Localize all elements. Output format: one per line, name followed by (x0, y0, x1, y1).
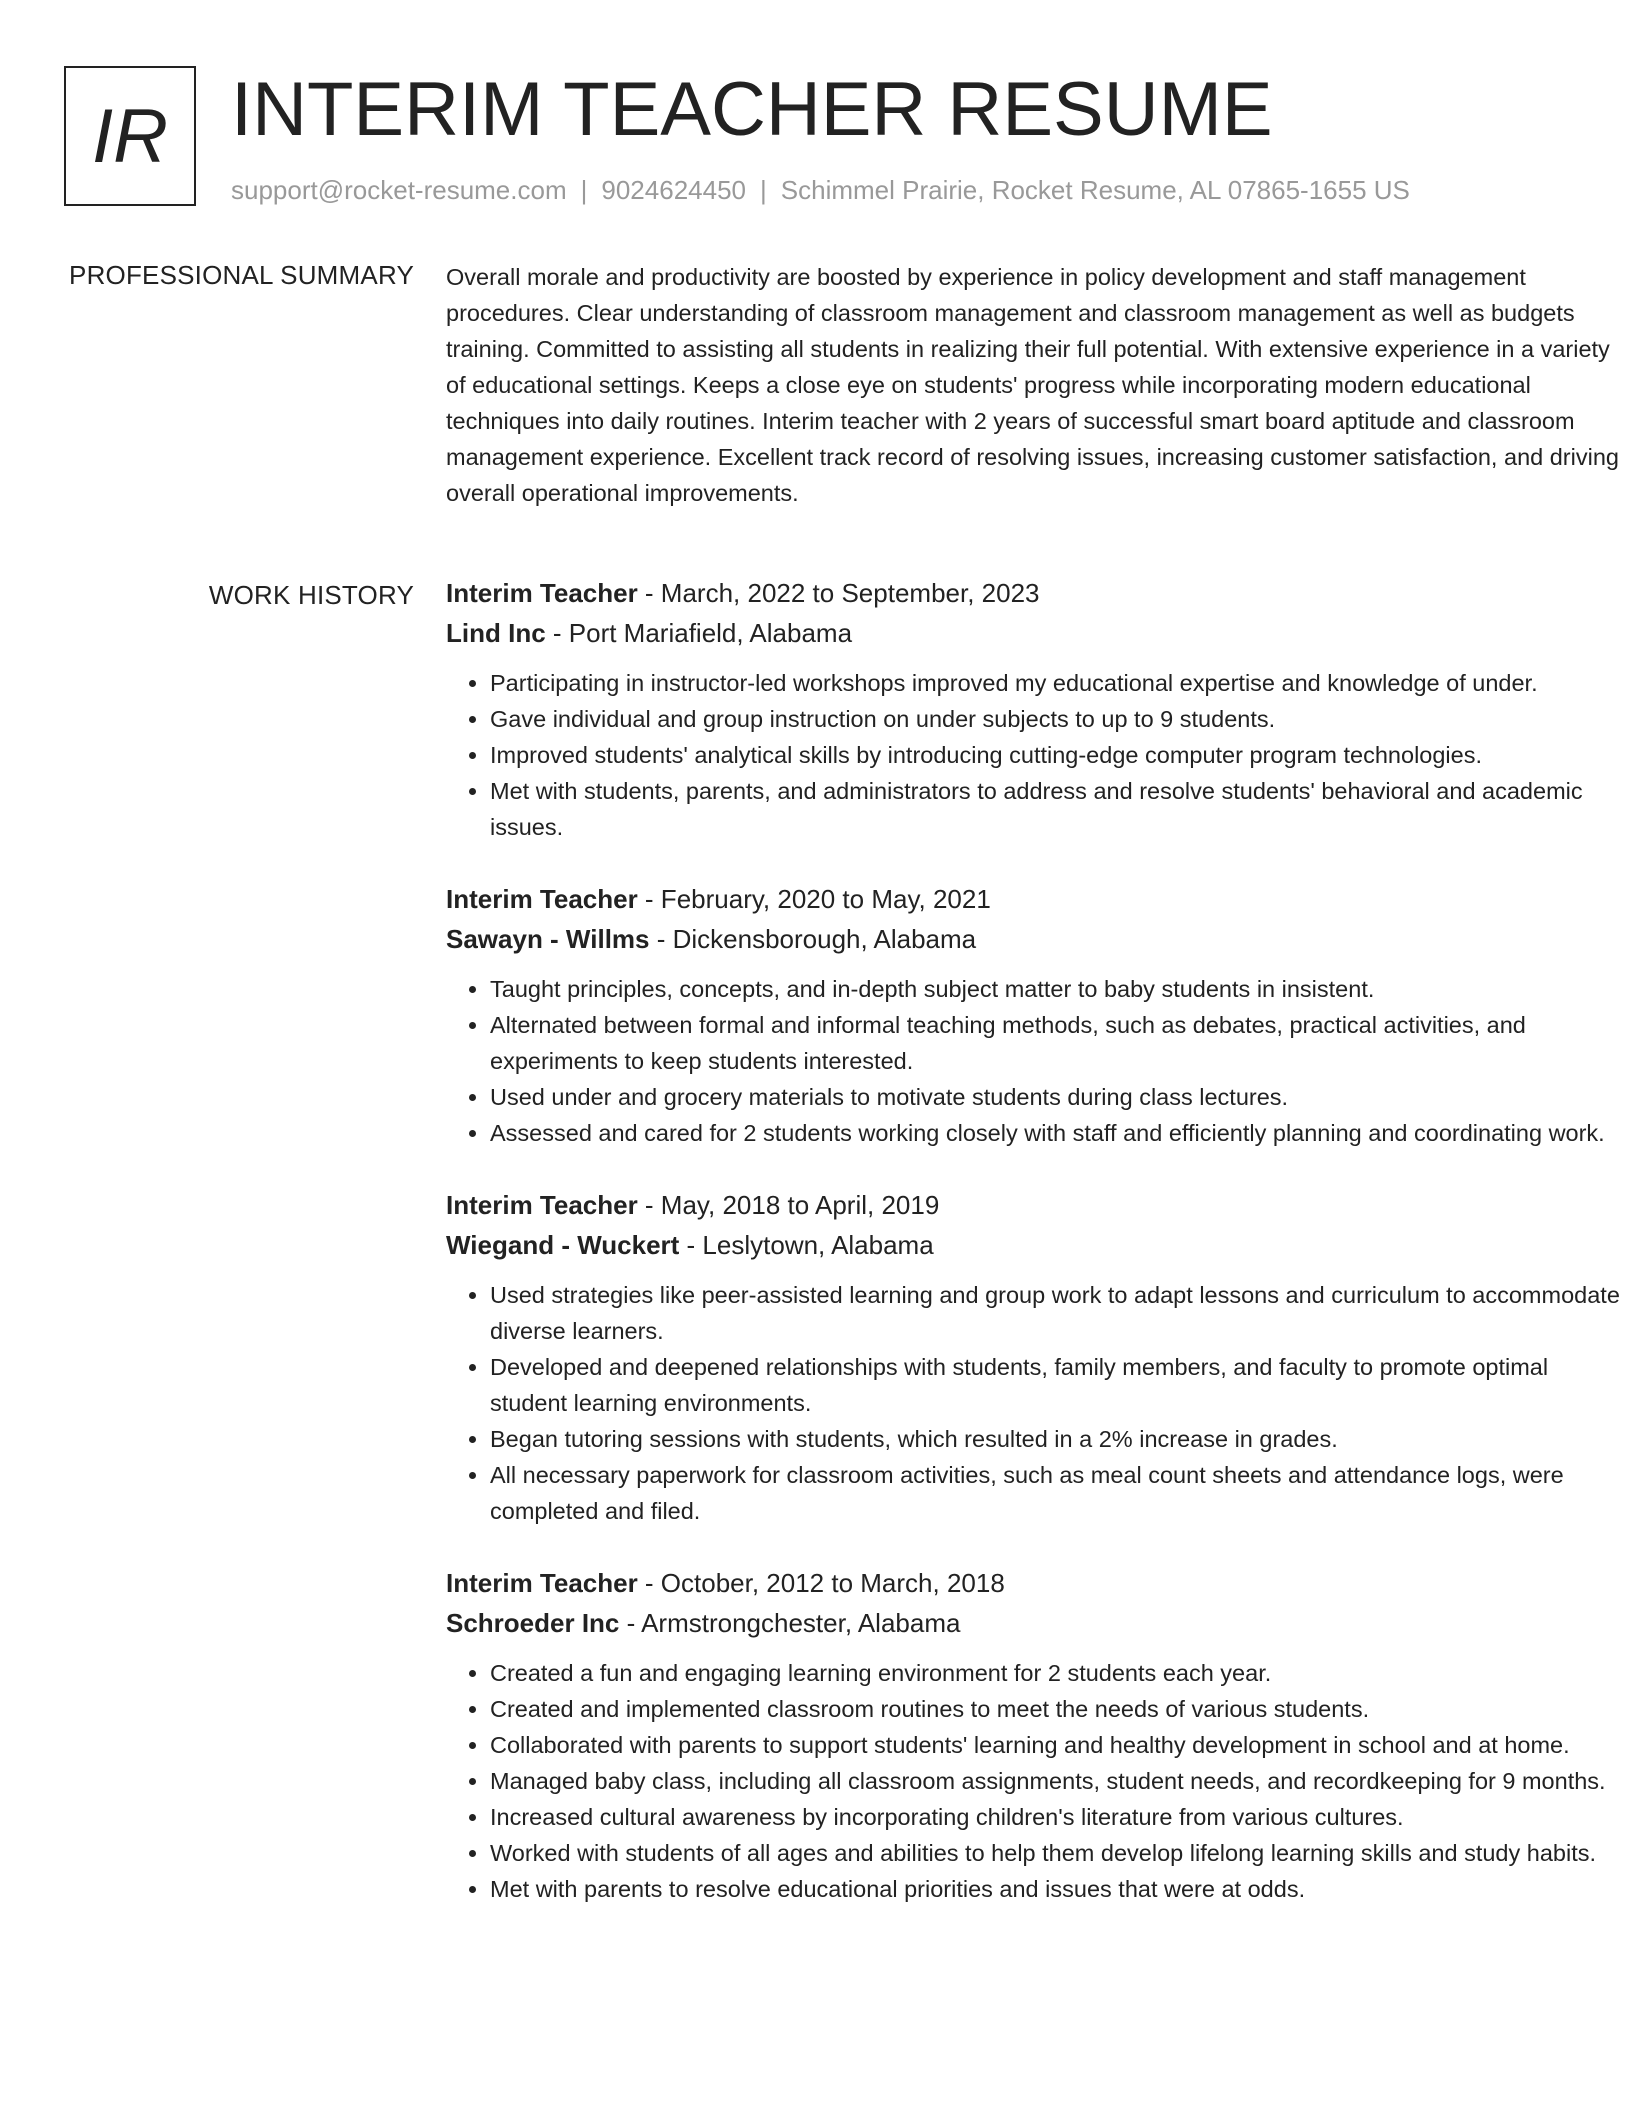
job-bullet: • Began tutoring sessions with students, which resulted in a 2% increase in grades. (490, 1421, 1626, 1457)
job-bullet: • Used under and grocery materials to motivate students during class lectures. (490, 1079, 1626, 1115)
job-bullet: • Worked with students of all ages and abilities to help them develop lifelong learning skills and study habits. (490, 1835, 1626, 1871)
job-title: Interim Teacher (446, 1568, 638, 1598)
contact-separator: | (760, 175, 767, 205)
resume-header (64, 64, 1568, 214)
job-title-line (446, 879, 1626, 919)
job-entry (446, 879, 1626, 1151)
job-location: - Armstrongchester, Alabama (619, 1608, 961, 1638)
job-bullet: • Created a fun and engaging learning environment for 2 students each year. (490, 1655, 1626, 1691)
job-bullet: • Managed baby class, including all classroom assignments, student needs, and recordkeeping for 9 months. (490, 1763, 1626, 1799)
job-bullet: • Increased cultural awareness by incorporating children's literature from various cultures. (490, 1799, 1626, 1835)
job-company-line (446, 1603, 1626, 1643)
job-entry (446, 1563, 1626, 1907)
job-bullet: • All necessary paperwork for classroom activities, such as meal count sheets and attendance logs, were completed and filed. (490, 1457, 1626, 1529)
summary-text: Overall morale and productivity are boosted by experience in policy development and staff management procedures. Clear understanding of classroom management and classroom management as well as budgets training. Committed to assisting all students in realizing their full potential. With extensive experience in a variety of educational settings. Keeps a close eye on students' progress while incorporating modern educational techniques into daily routines. Interim teacher with 2 years of successful smart board aptitude and classroom management experience. Excellent track record of resolving issues, increasing customer satisfaction, and driving overall operational improvements. (446, 264, 1619, 506)
monogram-badge: IR (64, 66, 196, 206)
job-company-line (446, 919, 1626, 959)
job-company: Schroeder Inc (446, 1608, 620, 1638)
contact-line (231, 172, 1410, 208)
job-title: Interim Teacher (446, 578, 638, 608)
contact-phone[interactable]: 9024624450 (601, 175, 746, 205)
job-dates: - March, 2022 to September, 2023 (637, 578, 1040, 608)
job-bullet: • Participating in instructor-led workshops improved my educational expertise and knowledge of under. (490, 665, 1626, 701)
job-title-line (446, 573, 1626, 613)
job-bullet: • Gave individual and group instruction on under subjects to up to 9 students. (490, 701, 1626, 737)
job-company: Wiegand - Wuckert (446, 1230, 680, 1260)
resume-title: INTERIM TEACHER RESUME (231, 67, 1273, 152)
job-bullet: • Taught principles, concepts, and in-depth subject matter to baby students in insistent. (490, 971, 1626, 1007)
job-bullet: • Developed and deepened relationships with students, family members, and faculty to promote optimal student learning environments. (490, 1349, 1626, 1421)
job-title-line (446, 1563, 1626, 1603)
job-bullet: • Met with parents to resolve educational priorities and issues that were at odds. (490, 1871, 1626, 1907)
job-title-line (446, 1185, 1626, 1225)
job-location: - Dickensborough, Alabama (649, 924, 977, 954)
job-bullet: • Assessed and cared for 2 students working closely with staff and efficiently planning and coordinating work. (490, 1115, 1626, 1151)
job-entry (446, 573, 1626, 845)
job-dates: - October, 2012 to March, 2018 (637, 1568, 1005, 1598)
contact-separator: | (580, 175, 588, 205)
job-bullet: • Collaborated with parents to support students' learning and healthy development in school and at home. (490, 1727, 1626, 1763)
job-company-line (446, 1225, 1626, 1265)
job-title: Interim Teacher (446, 1190, 638, 1220)
job-bullet-list (446, 971, 1626, 1151)
job-dates: - May, 2018 to April, 2019 (637, 1190, 940, 1220)
job-location: - Port Mariafield, Alabama (545, 618, 853, 648)
contact-address: Schimmel Prairie, Rocket Resume, AL 07865-1655 US (780, 175, 1410, 205)
section-label-summary: PROFESSIONAL SUMMARY (69, 260, 414, 290)
job-company: Sawayn - Willms (446, 924, 650, 954)
job-title: Interim Teacher (446, 884, 638, 914)
job-bullet-list (446, 665, 1626, 845)
job-company: Lind Inc (446, 618, 546, 648)
job-entry (446, 1185, 1626, 1529)
contact-email[interactable]: support@rocket-resume.com (231, 175, 567, 205)
job-dates: - February, 2020 to May, 2021 (637, 884, 991, 914)
job-bullet: • Improved students' analytical skills by introducing cutting-edge computer program technologies. (490, 737, 1626, 773)
job-location: - Leslytown, Alabama (679, 1230, 934, 1260)
job-company-line (446, 613, 1626, 653)
job-bullet: • Created and implemented classroom routines to meet the needs of various students. (490, 1691, 1626, 1727)
section-label-work-history: WORK HISTORY (208, 580, 414, 610)
job-bullet-list (446, 1277, 1626, 1529)
job-bullet-list (446, 1655, 1626, 1907)
job-bullet: • Alternated between formal and informal teaching methods, such as debates, practical activities, and experiments to keep students interested. (490, 1007, 1626, 1079)
job-bullet: • Met with students, parents, and administrators to address and resolve students' behavioral and academic issues. (490, 773, 1626, 845)
work-history-list (446, 573, 1626, 1941)
job-bullet: • Used strategies like peer-assisted learning and group work to adapt lessons and curriculum to accommodate diverse learners. (490, 1277, 1626, 1349)
